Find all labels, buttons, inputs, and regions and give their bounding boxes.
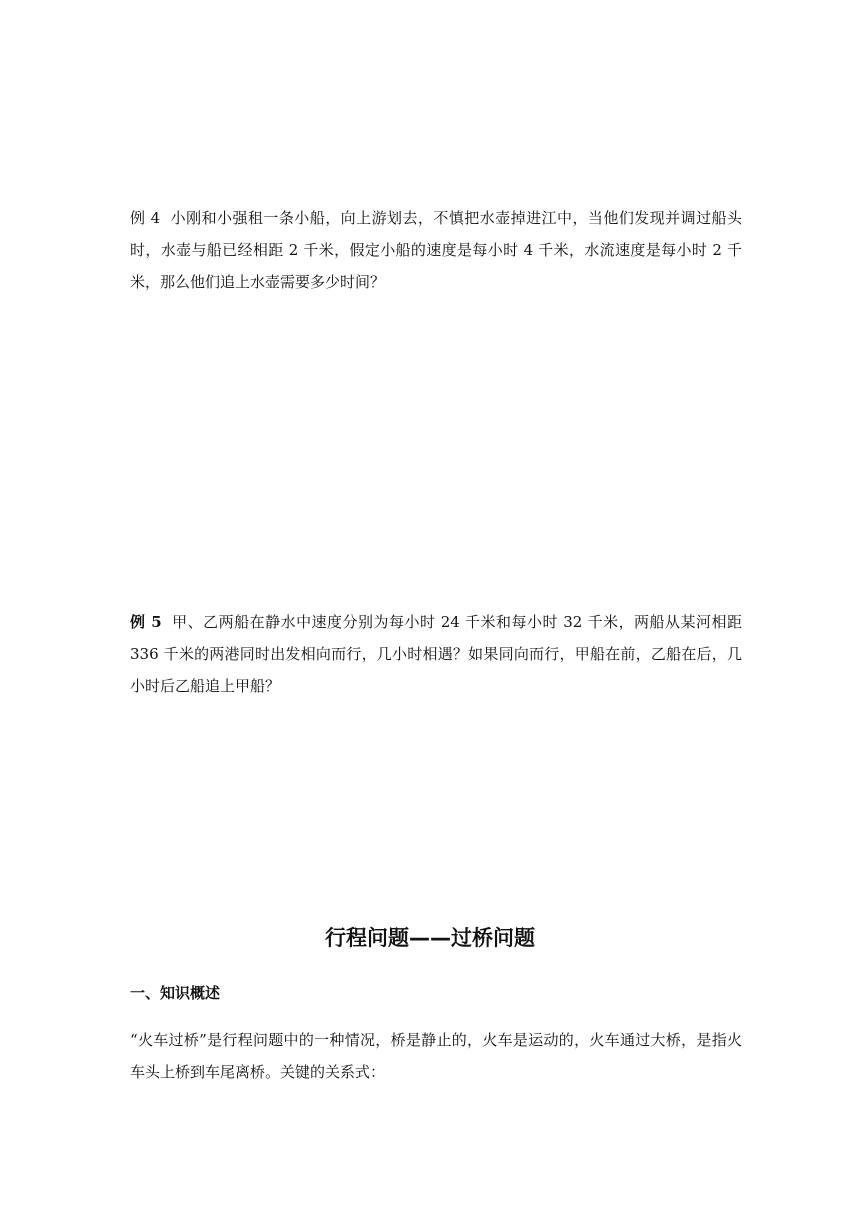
section-title: 行程问题——过桥问题 — [325, 926, 535, 950]
example-5-paragraph — [130, 606, 742, 702]
example-4-paragraph — [130, 202, 742, 298]
example-4-label: 例 4 — [130, 209, 161, 227]
intro-paragraph: “火车过桥”是行程问题中的一种情况，桥是静止的，火车是运动的，火车通过大桥，是指火车头上桥到车尾离桥。关键的关系式： — [130, 1031, 742, 1081]
example-5-label: 例 5 — [130, 613, 162, 631]
example-5-text: 甲、乙两船在静水中速度分别为每小时 24 千米和每小时 32 千米，两船从某河相距 336 千米的两港同时出发相向而行，几小时相遇？如果同向而行，甲船在前，乙船在后，几小时后乙船追上甲船？ — [130, 613, 742, 695]
section-heading: 一、知识概述 — [130, 984, 221, 1002]
example-4-text: 小刚和小强租一条小船，向上游划去，不慎把水壶掉进江中，当他们发现并调过船头时，水壶与船已经相距 2 千米，假定小船的速度是每小时 4 千米，水流速度是每小时 2 千米，那么他们追上水壶需要多少时间？ — [130, 209, 742, 291]
